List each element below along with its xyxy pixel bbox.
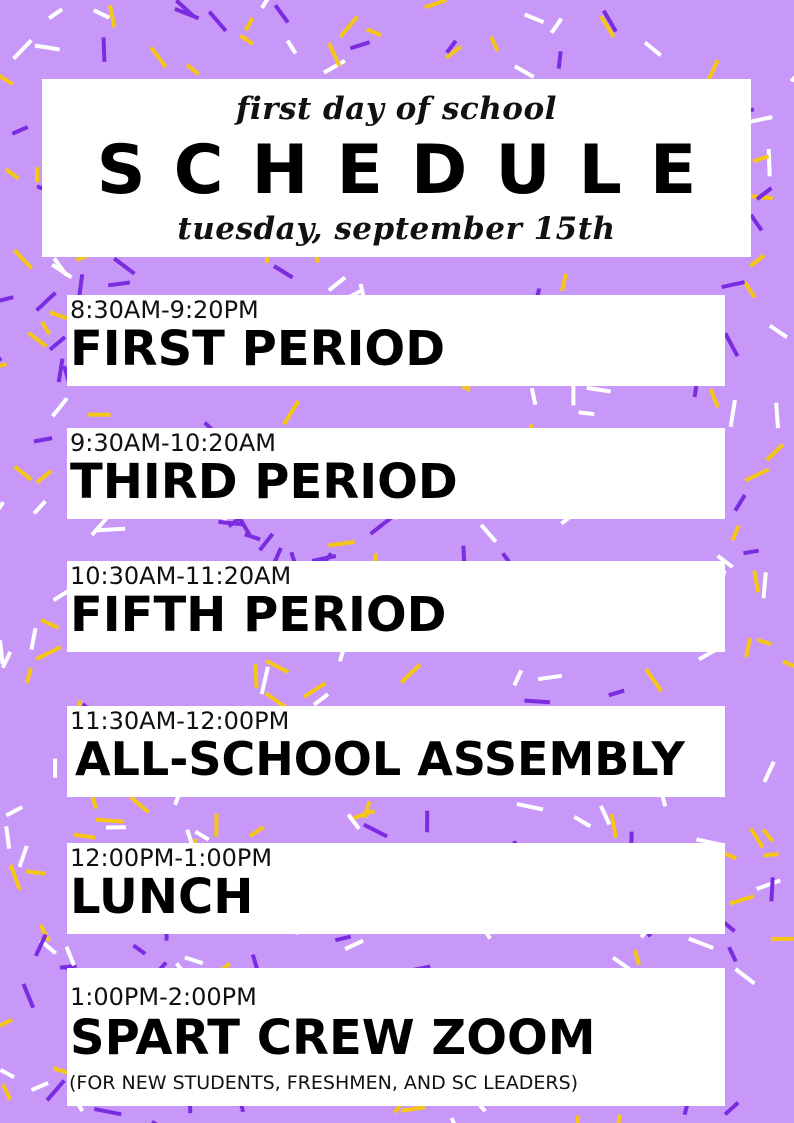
sprinkle	[304, 683, 326, 697]
sprinkle	[50, 312, 68, 318]
sprinkle	[552, 19, 562, 33]
sprinkle	[783, 661, 794, 668]
sprinkle	[350, 42, 369, 48]
sprinkle	[34, 501, 45, 513]
sprinkle	[425, 0, 447, 7]
header-card	[42, 79, 751, 257]
sprinkle	[730, 896, 754, 904]
sprinkle	[59, 359, 63, 382]
schedule-note: (FOR NEW STUDENTS, FRESHMEN, AND SC LEADERS)	[69, 1072, 579, 1094]
schedule-item-first-period	[67, 295, 725, 386]
sprinkle	[20, 846, 27, 867]
sprinkle	[764, 572, 766, 598]
sprinkle	[515, 66, 534, 77]
sprinkle	[345, 941, 363, 949]
sprinkle	[114, 258, 134, 273]
page-title: SCHEDULE	[96, 131, 725, 210]
sprinkle	[401, 1107, 425, 1111]
sprinkle	[36, 647, 60, 659]
sprinkle	[37, 293, 56, 311]
sprinkle	[725, 333, 737, 356]
sprinkle	[753, 156, 769, 161]
schedule-item-lunch	[67, 843, 725, 934]
sprinkle	[250, 827, 264, 836]
sprinkle	[42, 322, 49, 334]
sprinkle	[288, 41, 296, 54]
sprinkle	[266, 661, 288, 672]
sprinkle	[1, 1070, 15, 1077]
sprinkle	[745, 469, 769, 480]
sprinkle	[744, 282, 754, 297]
sprinkle	[371, 517, 392, 534]
sprinkle	[748, 117, 772, 122]
sprinkle	[195, 832, 208, 840]
sprinkle	[260, 534, 273, 550]
sprinkle	[757, 880, 781, 889]
schedule-name: FIFTH PERIOD	[70, 587, 447, 643]
sprinkle	[729, 947, 736, 961]
sprinkle	[110, 5, 114, 27]
sprinkle	[722, 282, 745, 287]
sprinkle	[367, 29, 382, 35]
sprinkle	[0, 640, 3, 664]
schedule-name: THIRD PERIOD	[70, 454, 458, 510]
sprinkle	[763, 829, 772, 841]
sprinkle	[24, 984, 34, 1008]
schedule-time: 10:30AM-11:20AM	[70, 562, 292, 590]
sprinkle	[274, 266, 293, 278]
sprinkle	[612, 814, 616, 838]
sprinkle	[245, 534, 260, 539]
schedule-item-third-period	[67, 428, 725, 519]
header-date: tuesday, september 15th	[177, 211, 616, 247]
sprinkle	[340, 17, 357, 37]
sprinkle	[0, 73, 13, 85]
sprinkle	[187, 65, 199, 74]
sprinkle	[35, 46, 60, 50]
sprinkle	[275, 5, 288, 22]
sprinkle	[751, 215, 762, 231]
sprinkle	[92, 516, 108, 535]
sprinkle	[31, 628, 35, 649]
sprinkle	[538, 676, 562, 679]
sprinkle	[0, 502, 3, 519]
sprinkle	[532, 388, 536, 405]
sprinkle	[562, 274, 566, 291]
sprinkle	[133, 945, 145, 954]
sprinkle	[0, 1020, 12, 1030]
schedule-time: 1:00PM-2:00PM	[70, 983, 257, 1011]
sprinkle	[6, 169, 19, 178]
schedule-time: 8:30AM-9:20PM	[70, 296, 259, 324]
schedule-time: 9:30AM-10:20AM	[70, 429, 276, 457]
sprinkle	[754, 571, 758, 593]
sprinkle	[255, 664, 256, 688]
sprinkle	[524, 701, 550, 703]
sprinkle	[587, 388, 611, 392]
sprinkle	[15, 467, 32, 480]
sprinkle	[131, 797, 149, 812]
sprinkle	[329, 277, 345, 290]
sprinkle	[491, 37, 497, 51]
sprinkle	[525, 15, 544, 23]
schedule-item-spart-crew-zoom	[67, 968, 725, 1106]
sprinkle	[3, 1084, 10, 1099]
sprinkle	[14, 40, 32, 59]
sprinkle	[104, 37, 105, 61]
sprinkle	[94, 1109, 121, 1114]
sprinkle	[74, 835, 95, 838]
schedule-item-fifth-period	[67, 561, 725, 652]
sprinkle	[579, 412, 595, 414]
sprinkle	[452, 1118, 461, 1123]
sprinkle	[751, 829, 763, 848]
sprinkle	[764, 762, 773, 782]
sprinkle	[481, 525, 496, 542]
sprinkle	[97, 529, 125, 531]
schedule-name: ALL-SCHOOL ASSEMBLY	[75, 732, 685, 786]
sprinkle	[246, 18, 253, 31]
sprinkle	[711, 389, 718, 407]
sprinkle	[50, 337, 65, 350]
sprinkle	[314, 694, 328, 705]
sprinkle	[12, 127, 27, 134]
sprinkle	[218, 522, 244, 525]
header-subtitle: first day of school	[236, 91, 557, 127]
sprinkle	[757, 640, 771, 644]
sprinkle	[151, 47, 166, 67]
sprinkle	[26, 871, 45, 873]
schedule-time: 12:00PM-1:00PM	[70, 844, 273, 872]
sprinkle	[49, 9, 62, 18]
sprinkle	[328, 542, 354, 546]
sprinkle	[514, 670, 521, 685]
sprinkle	[335, 937, 350, 941]
sprinkle	[37, 471, 51, 483]
sprinkle	[53, 398, 67, 416]
sprinkle	[0, 364, 7, 368]
sprinkle	[746, 638, 750, 657]
sprinkle	[108, 283, 130, 286]
schedule-name: SPART CREW ZOOM	[70, 1010, 596, 1066]
sprinkle	[6, 826, 9, 848]
sprinkle	[27, 668, 31, 683]
sprinkle	[736, 969, 755, 984]
sprinkle	[776, 403, 778, 428]
sprinkle	[401, 665, 420, 683]
sprinkle	[32, 1083, 48, 1090]
sprinkle	[731, 400, 735, 427]
sprinkle	[324, 61, 345, 73]
sprinkle	[771, 877, 772, 901]
sprinkle	[262, 0, 274, 8]
schedule-name: FIRST PERIOD	[70, 321, 446, 377]
sprinkle	[750, 255, 764, 266]
sprinkle	[744, 551, 759, 554]
sprinkle	[725, 1103, 738, 1115]
sprinkle	[34, 438, 52, 441]
sprinkle	[574, 817, 590, 827]
sprinkle	[763, 854, 778, 856]
sprinkle	[47, 1080, 64, 1100]
sprinkle	[735, 495, 745, 511]
sprinkle	[767, 445, 783, 461]
sprinkle	[262, 667, 268, 694]
sprinkle	[364, 825, 387, 837]
sprinkle	[11, 865, 20, 890]
sprinkle	[689, 939, 713, 948]
sprinkle	[646, 669, 662, 692]
sprinkle	[601, 806, 610, 825]
sprinkle	[635, 950, 639, 965]
sprinkle	[284, 401, 299, 425]
sprinkle	[732, 526, 739, 541]
schedule-item-assembly	[67, 706, 725, 797]
sprinkle	[240, 36, 253, 45]
sprinkle	[517, 804, 543, 810]
sprinkle	[617, 1115, 620, 1123]
schedule-name: LUNCH	[70, 869, 254, 925]
sprinkle	[28, 333, 46, 347]
sprinkle	[770, 326, 787, 338]
sprinkle	[6, 807, 22, 815]
sprinkle	[209, 12, 226, 31]
sprinkle	[185, 958, 203, 964]
sprinkle	[645, 43, 661, 56]
sprinkle	[769, 149, 770, 176]
sprinkle	[41, 620, 58, 628]
sprinkle	[329, 43, 340, 66]
schedule-time: 11:30AM-12:00PM	[70, 707, 290, 735]
sprinkle	[0, 297, 13, 301]
sprinkle	[96, 820, 124, 822]
sprinkle	[67, 947, 75, 966]
sprinkle	[94, 10, 110, 18]
sprinkle	[609, 691, 625, 696]
sprinkle	[559, 51, 561, 68]
sprinkle	[14, 250, 31, 268]
